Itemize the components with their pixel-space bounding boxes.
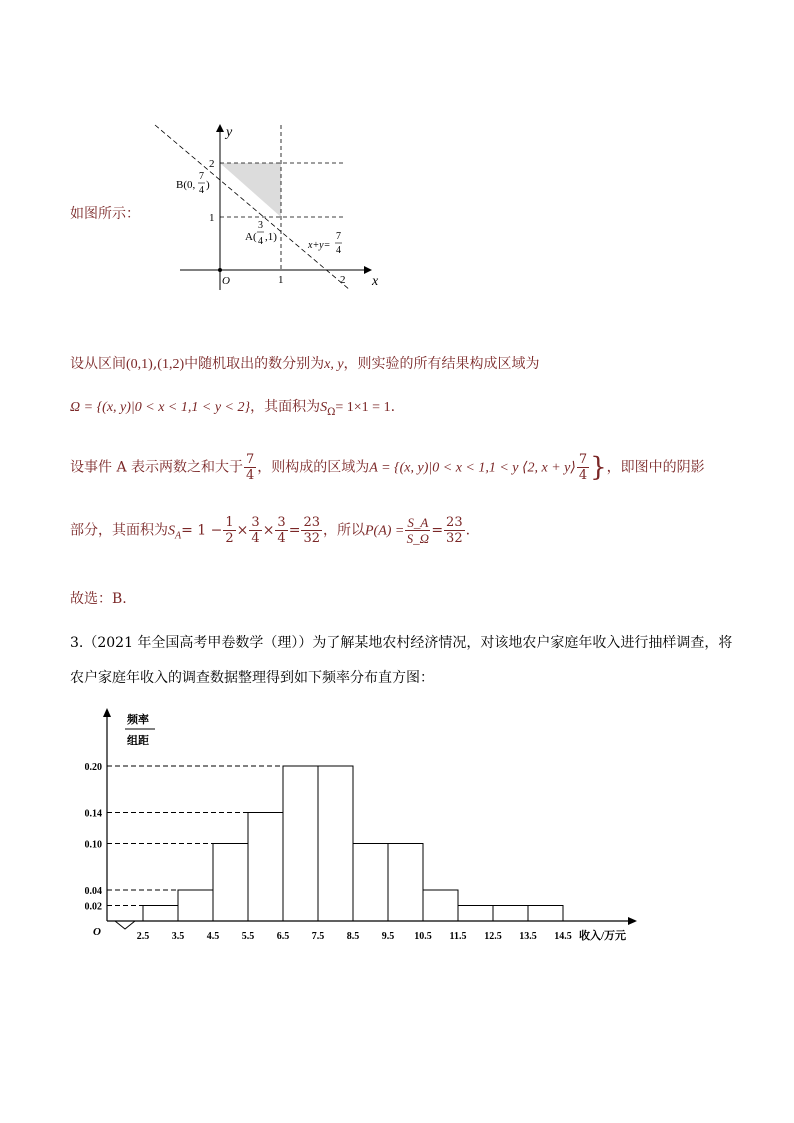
p4-text-a: 部分，其面积为 (70, 522, 168, 539)
x-tick-label: 10.5 (414, 931, 432, 942)
p4-f2-den: 4 (251, 531, 260, 546)
p3-frac-den: 4 (246, 468, 255, 483)
x-tick-label: 13.5 (519, 931, 537, 942)
region-diagram (150, 120, 390, 295)
p4-sa: S (168, 523, 175, 539)
y-tick-label: 0.02 (85, 901, 102, 913)
y-axis-label: y (226, 125, 233, 140)
x-tick-label: 4.5 (206, 931, 220, 942)
p1-text-a: 设从区间 (70, 356, 126, 372)
p3-frac-num: 7 (246, 452, 255, 467)
tick-x-2: 2 (340, 274, 346, 286)
histogram-bar (353, 844, 388, 922)
p3-text-b: ，则构成的区域为 (257, 459, 370, 476)
y-axis-label-denominator: 组距 (127, 735, 149, 747)
label-b-close: ) (206, 179, 210, 191)
answer-line: 故选：B. (70, 591, 127, 607)
figure-intro: 如图所示： (70, 206, 140, 222)
label-a: A( (245, 231, 257, 243)
histogram-bar (388, 844, 423, 922)
p4-f6-num: 23 (446, 515, 463, 530)
p1-interval-2: (1,2) (157, 357, 185, 372)
label-a-den: 4 (258, 236, 263, 247)
p4-text-b: ，所以 (322, 522, 365, 539)
x-axis-label: x (372, 274, 379, 289)
tick-y-1: 1 (209, 212, 215, 224)
histogram-bar (283, 766, 318, 921)
y-tick-label: 0.14 (85, 808, 102, 820)
p4-f3-den: 4 (277, 531, 286, 546)
y-tick-label: 0.20 (85, 762, 102, 773)
p4-sa-sub: A (175, 530, 182, 542)
histogram-bar (528, 906, 563, 922)
p2-area-sub: Ω (327, 406, 336, 418)
p4-f1-den: 2 (225, 531, 234, 546)
question-3-line-2: 农户家庭年收入的调查数据整理得到如下频率分布直方图： (70, 670, 434, 686)
x-tick-label: 8.5 (346, 931, 360, 942)
axis-break (115, 921, 143, 929)
p3-set: A = {(x, y)|0 < x < 1,1 < y ⟨2, x + y⟩ (369, 460, 576, 476)
p4-f4-den: 32 (303, 531, 320, 546)
x-tick-label: 3.5 (171, 931, 185, 942)
solution-line-1 (70, 353, 540, 373)
line-label: x+y= (308, 240, 331, 251)
x-tick-label: 11.5 (449, 931, 467, 942)
question-3-line-1: 3.（2021 年全国高考甲卷数学（理））为了解某地农村经济情况，对该地农户家庭年收入进行抽样调查，将 (70, 635, 733, 651)
label-b-num: 7 (199, 171, 204, 182)
frequency-histogram (85, 705, 645, 970)
tick-y-2: 2 (209, 158, 215, 170)
solution-line-2 (70, 396, 395, 418)
p4-pa: P(A) = (364, 523, 405, 539)
p4-f4-num: 23 (303, 515, 320, 530)
origin-label: O (93, 926, 101, 938)
p2-end: . (390, 399, 396, 415)
shaded-region (220, 163, 281, 217)
histogram-bar (458, 906, 493, 922)
p4-f3-num: 3 (277, 515, 286, 530)
tick-x-1: 1 (278, 274, 284, 286)
histogram-bar (423, 890, 458, 921)
y-axis-arrow (103, 708, 111, 717)
p1-text-c: ，则实验的所有结果构成区域为 (343, 356, 540, 372)
p3-text-a: 设事件 A 表示两数之和大于 (70, 459, 244, 476)
p4-eq1: = 1 − (181, 522, 223, 539)
histogram-bar (493, 906, 528, 922)
x-tick-label: 14.5 (554, 931, 572, 942)
origin-dot (218, 268, 222, 272)
histogram-bar (213, 844, 248, 922)
solution-line-4 (70, 515, 470, 546)
line-label-num: 7 (336, 231, 341, 242)
label-a-num: 3 (258, 220, 263, 231)
x-axis-arrow (364, 266, 372, 274)
p1-interval-1: (0,1) (126, 357, 153, 372)
p4-f5-num: S_A (407, 515, 429, 530)
x-tick-label: 2.5 (136, 931, 150, 942)
line-x-plus-y (155, 125, 350, 290)
y-tick-label: 0.10 (85, 839, 102, 851)
solution-line-3 (70, 452, 705, 483)
p1-comma: , (152, 356, 158, 372)
x-tick-label: 12.5 (484, 931, 502, 942)
x-tick-label: 6.5 (276, 931, 290, 942)
label-b-den: 4 (199, 185, 204, 196)
histogram-bar (178, 890, 213, 921)
omega-set: Ω = {(x, y)|0 < x < 1,1 < y < 2} (70, 400, 251, 415)
x-axis-label: 收入/万元 (579, 930, 627, 942)
histogram-bar (248, 813, 283, 922)
p4-eq2: = (288, 522, 301, 539)
p4-end: . (465, 522, 471, 539)
p2-text-b: ，其面积为 (250, 399, 321, 415)
y-axis-arrow (216, 124, 224, 132)
p4-eq3: = (431, 522, 444, 539)
histogram-bar (318, 766, 353, 921)
p3-set-frac-num: 7 (578, 452, 588, 467)
p3-set-close: } (590, 452, 607, 483)
p1-text-b: 中随机取出的数分别为 (184, 356, 325, 372)
x-axis-arrow (628, 917, 637, 925)
label-b: B(0, (176, 179, 196, 191)
p4-f6-den: 32 (446, 531, 463, 546)
p3-text-c: ，即图中的阴影 (606, 459, 705, 476)
p2-area-s: S (320, 400, 328, 415)
p2-area-calc: = 1×1 = 1 (335, 400, 391, 415)
p1-vars: x, y (324, 357, 344, 372)
p3-set-frac-den: 4 (578, 468, 588, 483)
x-tick-label: 7.5 (311, 931, 325, 942)
p4-times1: × (236, 522, 249, 539)
p4-f1-num: 1 (225, 515, 234, 530)
histogram-bar (143, 906, 178, 922)
label-a-close: ,1) (265, 231, 277, 243)
x-tick-label: 5.5 (241, 931, 255, 942)
p4-times2: × (262, 522, 275, 539)
x-tick-label: 9.5 (381, 931, 395, 942)
p4-f5-den: S_Ω (406, 531, 430, 546)
origin-label: O (222, 275, 230, 287)
p4-f2-num: 3 (251, 515, 260, 530)
line-label-den: 4 (336, 245, 341, 256)
y-tick-label: 0.04 (85, 886, 102, 897)
y-axis-label-numerator: 频率 (127, 714, 149, 726)
